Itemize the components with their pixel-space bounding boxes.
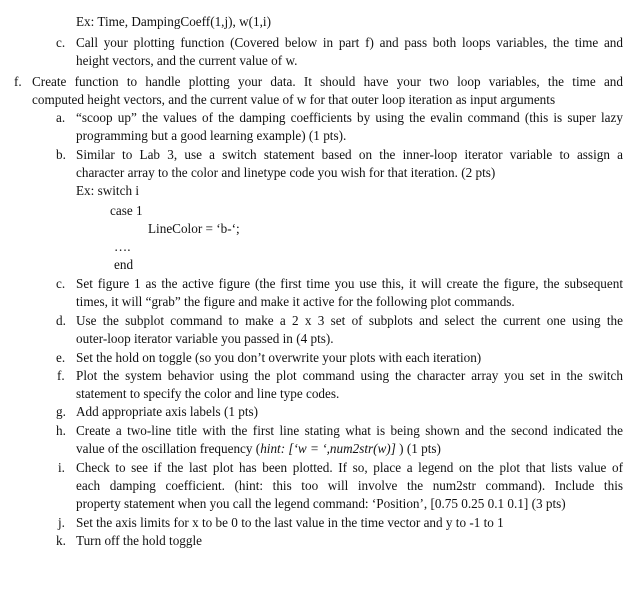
- item-fb-example: Ex: switch i: [76, 183, 140, 198]
- item-fh-line-2-end: ) (1 pts): [395, 441, 441, 456]
- item-fa-line-2: programming but a good learning example) (1 pts).: [76, 128, 347, 143]
- item-fg-marker: g.: [56, 404, 66, 419]
- item-fb-line-2: character array to the color and linetype code you wish for that iteration. (2 pts): [76, 165, 496, 180]
- item-fd-marker: d.: [56, 313, 66, 328]
- item-f-marker: f.: [14, 74, 22, 89]
- item-fd-line-1: Use the subplot command to make a 2 x 3 set of subplots and select the current one using the: [76, 313, 623, 328]
- item-c-line-1: Call your plotting function (Covered below in part f) and pass both loops variables, the time and: [76, 35, 623, 50]
- item-c-line-2: height vectors, and the current value of w.: [76, 53, 298, 68]
- item-fb-line-1: Similar to Lab 3, use a switch statement based on the inner-loop iterator variable to assign a: [76, 147, 623, 162]
- item-c-marker: c.: [56, 35, 66, 50]
- item-f-line-2: computed height vectors, and the current value of w for that outer loop iteration as input arguments: [32, 92, 556, 107]
- item-fg-line-1: Add appropriate axis labels (1 pts): [76, 404, 259, 419]
- code-ellipsis: ….: [114, 239, 131, 254]
- item-fa-marker: a.: [56, 110, 66, 125]
- item-fi-marker: i.: [58, 460, 65, 475]
- item-fa-line-1: “scoop up” the values of the damping coefficients by using the evalin command (this is super lazy: [76, 110, 623, 125]
- item-fj-marker: j.: [58, 515, 65, 530]
- item-fk-marker: k.: [56, 533, 66, 548]
- item-fh-line-2: [76, 440, 441, 458]
- item-fd-line-2: outer-loop iterator variable you passed in (4 pts).: [76, 331, 334, 346]
- item-fh-marker: h.: [56, 423, 66, 438]
- code-linecolor: LineColor = ‘b-‘;: [148, 221, 240, 236]
- item-fh-line-2-text: value of the oscillation frequency (: [76, 441, 261, 456]
- item-fh-line-1: Create a two-line title with the first line stating what is being shown and the second indicated the: [76, 423, 623, 438]
- item-f-line-1: Create function to handle plotting your data. It should have your two loop variables, the time and: [32, 74, 623, 89]
- item-fj-line-1: Set the axis limits for x to be 0 to the last value in the time vector and y to -1 to 1: [76, 515, 504, 530]
- item-fb-marker: b.: [56, 147, 66, 162]
- item-fc-line-2: times, it will “grab” the figure and make it active for the following plot commands.: [76, 294, 515, 309]
- item-fk-line-1: Turn off the hold toggle: [76, 533, 203, 548]
- item-fi-line-1: Check to see if the last plot has been plotted. If so, place a legend on the plot that lists value of: [76, 460, 623, 475]
- item-fe-line-1: Set the hold on toggle (so you don’t overwrite your plots with each iteration): [76, 350, 482, 365]
- item-ff-line-1: Plot the system behavior using the plot command using the character array you set in the switch: [76, 368, 623, 383]
- item-fi-line-2: each damping coefficient. (hint: this too will involve the num2str command). Include this: [76, 478, 623, 493]
- item-fi-line-3: property statement when you call the legend command: ‘Position’, [0.75 0.25 0.1 0.1] (3 pts): [76, 496, 566, 511]
- item-ff-marker: f.: [57, 368, 65, 383]
- item-fc-line-1: Set figure 1 as the active figure (the first time you use this, it will create the figure, the subsequent: [76, 276, 623, 291]
- item-fe-marker: e.: [56, 350, 66, 365]
- item-fc-marker: c.: [56, 276, 66, 291]
- code-end: end: [114, 257, 134, 272]
- item-fh-hint: hint: [‘w = ‘,num2str(w)]: [260, 441, 396, 456]
- example-line: Ex: Time, DampingCoeff(1,j), w(1,i): [76, 14, 271, 29]
- code-case-1: case 1: [110, 203, 143, 218]
- item-ff-line-2: statement to specify the color and line type codes.: [76, 386, 340, 401]
